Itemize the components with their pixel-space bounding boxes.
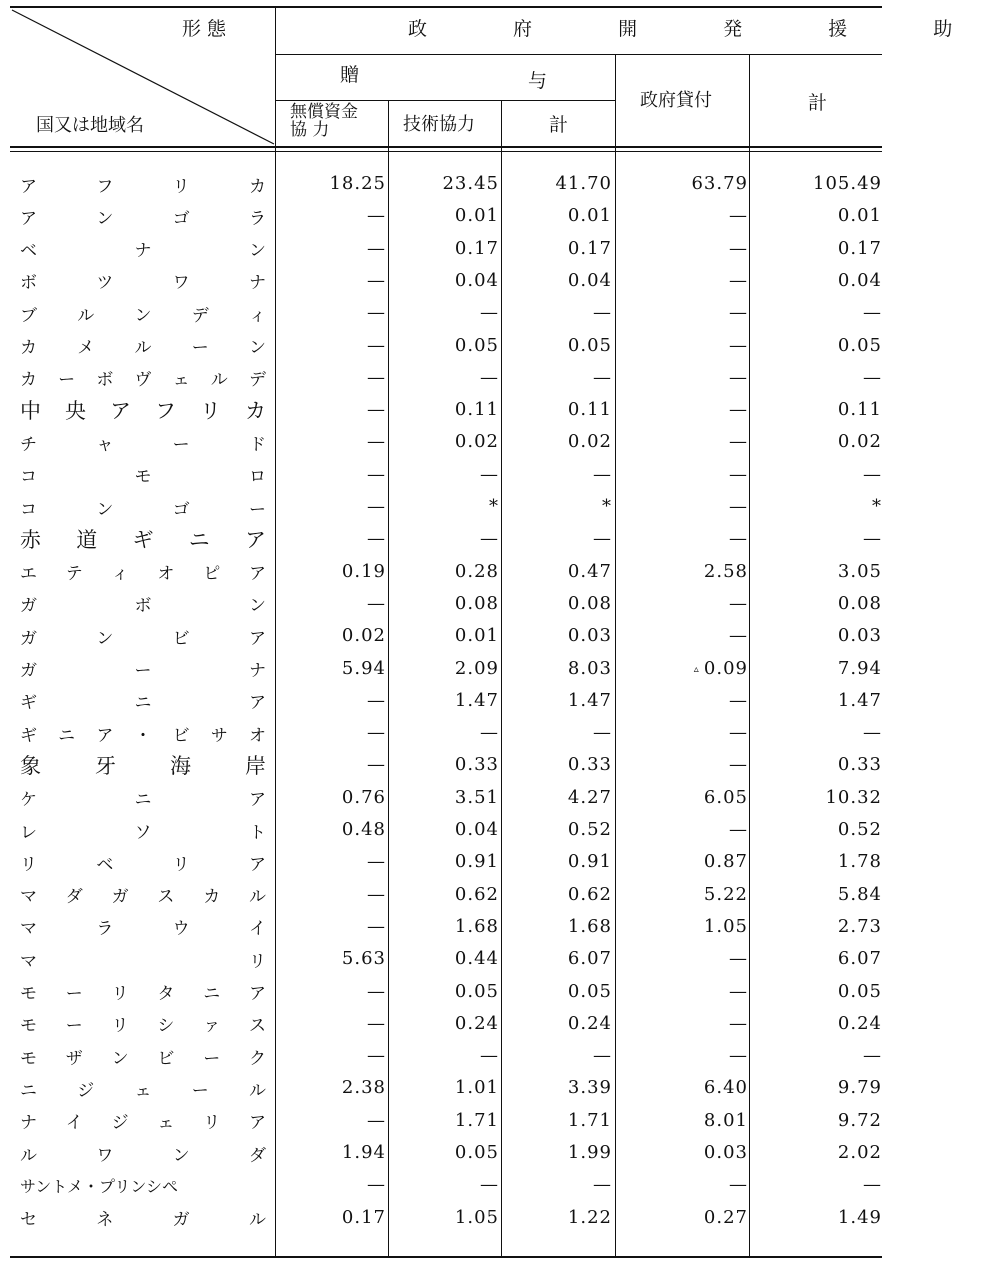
loan-cell: — — [729, 237, 748, 259]
grant-aid-cell: 2.38 — [341, 1077, 386, 1099]
country-name: ア ン ゴ ラ — [20, 208, 266, 229]
table-row — [0, 265, 890, 297]
loan-cell: 0.03 — [703, 1142, 748, 1163]
grant-aid-cell: — — [367, 722, 386, 744]
technical-cell: 1.01 — [454, 1077, 499, 1099]
grant-aid-cell: — — [367, 269, 386, 291]
subtotal-cell: 0.62 — [567, 883, 612, 905]
grant-aid-cell: — — [367, 528, 386, 550]
grant-aid-cell: — — [367, 366, 386, 388]
total-cell: 0.08 — [837, 592, 882, 614]
total-cell: 0.52 — [837, 819, 882, 840]
total-cell: 5.84 — [837, 883, 882, 905]
total-cell: 105.49 — [813, 173, 882, 194]
technical-cell: 0.04 — [454, 819, 499, 840]
grant-aid-header-line2: 協 力 — [290, 120, 330, 140]
grant-aid-cell: — — [367, 1109, 386, 1131]
country-name: ベ ナ ン — [20, 241, 266, 262]
total-cell: 0.03 — [837, 625, 882, 647]
technical-cooperation-header: 技術協力 — [403, 114, 475, 135]
total-cell: 2.73 — [837, 915, 882, 937]
grant-aid-cell: 5.63 — [341, 948, 386, 970]
loan-cell: — — [729, 1174, 748, 1196]
loan-cell: — — [729, 366, 748, 388]
subtotal-cell: 1.47 — [567, 689, 612, 711]
table-row — [0, 394, 890, 426]
country-name: ニ ジ ェ ー ル — [20, 1080, 266, 1101]
subtotal-cell: 8.03 — [567, 657, 612, 679]
grant-aid-cell: — — [367, 980, 386, 1002]
country-name: モ ー リ シ ァ ス — [20, 1016, 266, 1037]
total-cell: 1.47 — [837, 689, 882, 711]
technical-cell: 0.44 — [454, 948, 499, 970]
country-name: カ ー ボ ヴ ェ ル デ — [20, 370, 266, 391]
loan-cell: — — [729, 205, 748, 227]
table-row — [0, 556, 890, 588]
total-cell: 0.04 — [837, 269, 882, 291]
table-row — [0, 846, 890, 878]
subtotal-cell: 41.70 — [555, 173, 612, 194]
loan-cell: — — [729, 399, 748, 421]
total-cell: 0.11 — [837, 399, 882, 421]
total-cell: 0.05 — [837, 334, 882, 356]
loan-cell: — — [729, 625, 748, 647]
technical-cell: 3.51 — [454, 786, 499, 808]
table-row — [0, 685, 890, 717]
grant-aid-cell: — — [367, 334, 386, 356]
grant-aid-cell: — — [367, 754, 386, 776]
country-name: コ モ ロ — [20, 467, 266, 488]
subtotal-cell: 6.07 — [567, 948, 612, 970]
technical-cell: 0.11 — [454, 399, 499, 421]
table-row — [0, 1072, 890, 1104]
subtotal-cell: 1.71 — [567, 1109, 612, 1131]
subtotal-cell: 0.05 — [567, 334, 612, 356]
total-cell: 2.02 — [837, 1142, 882, 1163]
subtotal-cell: 1.22 — [567, 1206, 612, 1228]
subtotal-cell: — — [593, 463, 612, 485]
country-name: ガ ボ ン — [20, 596, 266, 617]
country-name: チ ャ ー ド — [20, 434, 266, 455]
oda-title: 政 府 開 発 援 助 — [408, 18, 992, 40]
total-cell: — — [863, 722, 882, 744]
subtotal-cell: 0.91 — [567, 851, 612, 873]
table-row — [0, 491, 890, 523]
technical-cell: 0.05 — [454, 1142, 499, 1163]
table-row — [0, 426, 890, 458]
table-row — [0, 362, 890, 394]
technical-cell: — — [480, 1174, 499, 1196]
country-name: マ ダ ガ ス カ ル — [20, 887, 266, 908]
loan-cell: ▵ 0.09 — [694, 657, 748, 681]
table-row — [0, 814, 890, 846]
subtotal-cell: — — [593, 528, 612, 550]
oda-title-underline — [276, 54, 882, 55]
country-name: ギ ニ ア ・ ビ サ オ — [20, 725, 266, 746]
total-cell: 0.02 — [837, 431, 882, 453]
country-name: モ ザ ン ビ ー ク — [20, 1048, 266, 1069]
grant-aid-cell: — — [367, 1012, 386, 1034]
total-cell: 9.72 — [837, 1109, 882, 1131]
loan-cell: — — [729, 948, 748, 970]
subtotal-cell: 0.24 — [567, 1012, 612, 1034]
grant-aid-cell: — — [367, 1045, 386, 1067]
table-row — [0, 879, 890, 911]
grant-aid-cell: 5.94 — [341, 657, 386, 679]
table-row — [0, 1040, 890, 1072]
loan-cell: — — [729, 722, 748, 744]
total-cell: 0.17 — [837, 237, 882, 259]
grant-aid-cell: — — [367, 883, 386, 905]
total-cell: — — [863, 1045, 882, 1067]
technical-cell: 0.01 — [454, 625, 499, 647]
table-row — [0, 297, 890, 329]
subtotal-cell: 0.02 — [567, 431, 612, 453]
table-row — [0, 620, 890, 652]
subtotal-cell: 0.52 — [567, 819, 612, 840]
loan-cell: — — [729, 980, 748, 1002]
loan-cell: 8.01 — [703, 1109, 748, 1131]
technical-cell: 0.91 — [454, 851, 499, 873]
total-cell: 7.94 — [837, 657, 882, 679]
loan-cell: — — [729, 689, 748, 711]
technical-cell: 0.17 — [454, 237, 499, 259]
grant-aid-cell: 1.94 — [341, 1142, 386, 1163]
table-row — [0, 717, 890, 749]
loan-cell: 2.58 — [703, 560, 748, 582]
loan-cell: — — [729, 528, 748, 550]
country-name: 中 央 ア フ リ カ — [20, 399, 266, 424]
country-name: ギ ニ ア — [20, 693, 266, 714]
table-row — [0, 330, 890, 362]
technical-cell: — — [480, 302, 499, 324]
grant-aid-cell: 0.76 — [341, 786, 386, 808]
technical-cell: 1.68 — [454, 915, 499, 937]
subtotal-cell: 4.27 — [567, 786, 612, 808]
country-name: セ ネ ガ ル — [20, 1210, 266, 1231]
grant-aid-cell: — — [367, 302, 386, 324]
table-row — [0, 1202, 890, 1234]
total-cell: — — [863, 366, 882, 388]
total-cell: 9.79 — [837, 1077, 882, 1099]
total-cell: 6.07 — [837, 948, 882, 970]
loan-cell: 5.22 — [703, 883, 748, 905]
subtotal-cell: — — [593, 1045, 612, 1067]
table-bottom-rule — [10, 1256, 882, 1258]
table-row — [0, 653, 890, 685]
country-name: エ テ ィ オ ピ ア — [20, 564, 266, 585]
country-name: ガ ン ビ ア — [20, 628, 266, 649]
technical-cell: 0.02 — [454, 431, 499, 453]
total-cell: 3.05 — [837, 560, 882, 582]
technical-cell: 0.33 — [454, 754, 499, 776]
grant-aid-cell: — — [367, 431, 386, 453]
technical-cell: 0.01 — [454, 205, 499, 227]
technical-cell: 1.47 — [454, 689, 499, 711]
subtotal-cell: — — [593, 722, 612, 744]
header-bottom-rule — [10, 146, 882, 148]
technical-cell: — — [480, 528, 499, 550]
grant-aid-header-line1: 無償資金 — [290, 102, 358, 122]
table-row — [0, 523, 890, 555]
loan-cell: — — [729, 1045, 748, 1067]
subtotal-cell: 0.11 — [567, 399, 612, 421]
subtotal-cell: * — [602, 496, 612, 517]
grant-aid-cell: — — [367, 689, 386, 711]
technical-cell: * — [489, 496, 499, 517]
subtotal-cell: 0.03 — [567, 625, 612, 647]
form-label: 形 態 — [182, 18, 227, 40]
total-cell: 0.33 — [837, 754, 882, 776]
country-name: モ ー リ タ ニ ア — [20, 984, 266, 1004]
technical-cell: 0.05 — [454, 980, 499, 1002]
grant-aid-cell: — — [367, 592, 386, 614]
total-cell: — — [863, 1174, 882, 1196]
country-name: ア フ リ カ — [20, 176, 266, 197]
table-row — [0, 1137, 890, 1169]
grant-aid-cell: — — [367, 1174, 386, 1196]
technical-cell: — — [480, 1045, 499, 1067]
subtotal-cell: — — [593, 302, 612, 324]
grant-aid-cell: — — [367, 851, 386, 873]
grant-aid-cell: 0.17 — [341, 1206, 386, 1228]
loan-cell: — — [729, 754, 748, 776]
technical-cell: 0.28 — [454, 560, 499, 582]
loan-cell: 0.27 — [703, 1206, 748, 1228]
loan-cell: 0.87 — [703, 851, 748, 873]
table-row — [0, 168, 890, 200]
technical-cell: 0.08 — [454, 592, 499, 614]
subtotal-cell: 0.08 — [567, 592, 612, 614]
loan-cell: — — [729, 496, 748, 517]
header-bottom-rule-2 — [10, 151, 882, 152]
grant-aid-cell: — — [367, 399, 386, 421]
country-name: ケ ニ ア — [20, 790, 266, 811]
loan-cell: — — [729, 302, 748, 324]
country-name: ブ ル ン デ ィ — [20, 305, 266, 326]
grant-aid-cell: — — [367, 496, 386, 517]
technical-cell: — — [480, 366, 499, 388]
table-row — [0, 1008, 890, 1040]
country-name: リ ベ リ ア — [20, 854, 266, 875]
loan-cell: — — [729, 819, 748, 840]
subtotal-cell: 1.99 — [567, 1142, 612, 1163]
subtotal-cell: 0.04 — [567, 269, 612, 291]
total-cell: — — [863, 463, 882, 485]
total-cell: 1.49 — [837, 1206, 882, 1228]
subtotal-cell: 3.39 — [567, 1077, 612, 1099]
grant-aid-cell: — — [367, 915, 386, 937]
subtotal-cell: 0.01 — [567, 205, 612, 227]
technical-cell: 0.24 — [454, 1012, 499, 1034]
loan-cell: — — [729, 431, 748, 453]
subtotal-cell: 0.33 — [567, 754, 612, 776]
loan-cell: — — [729, 334, 748, 356]
loan-cell: — — [729, 1012, 748, 1034]
country-name: ガ ー ナ — [20, 661, 266, 681]
subtotal-cell: — — [593, 1174, 612, 1196]
technical-cell: — — [480, 463, 499, 485]
total-cell: 10.32 — [825, 786, 882, 808]
technical-cell: 1.05 — [454, 1206, 499, 1228]
country-name: コ ン ゴ ー — [20, 499, 266, 520]
grant-aid-cell: 0.19 — [341, 560, 386, 582]
country-name: マ ラ ウ イ — [20, 919, 266, 940]
grant-aid-cell: 18.25 — [329, 173, 386, 194]
grant-label-right: 与 — [528, 70, 548, 92]
loan-cell: — — [729, 592, 748, 614]
region-label: 国又は地域名 — [36, 115, 144, 136]
table-row — [0, 1169, 890, 1201]
loan-cell: 1.05 — [703, 915, 748, 937]
total-cell: 1.78 — [837, 851, 882, 873]
grant-aid-cell: — — [367, 463, 386, 485]
table-row — [0, 782, 890, 814]
table-row — [0, 749, 890, 781]
subtotal-cell: — — [593, 366, 612, 388]
grant-label-left: 贈 — [340, 64, 360, 86]
subtotal-cell: 0.05 — [567, 980, 612, 1002]
country-name: カ メ ル ー ン — [20, 338, 266, 358]
loan-cell: 6.05 — [703, 786, 748, 808]
total-cell: 0.01 — [837, 205, 882, 227]
loan-cell: 63.79 — [691, 173, 748, 194]
table-row — [0, 1105, 890, 1137]
total-cell: 0.05 — [837, 980, 882, 1002]
country-name: サントメ・プリンシペ — [20, 1176, 179, 1196]
total-cell: * — [872, 496, 882, 517]
technical-cell: 0.05 — [454, 334, 499, 356]
country-name: マ リ — [20, 951, 266, 972]
loan-cell: 6.40 — [703, 1077, 748, 1099]
technical-cell: 0.04 — [454, 269, 499, 291]
subtotal-cell: 0.17 — [567, 237, 612, 259]
grant-aid-cell: 0.48 — [341, 819, 386, 840]
technical-cell: 23.45 — [442, 173, 499, 194]
technical-cell: 0.62 — [454, 883, 499, 905]
grant-aid-cell: — — [367, 205, 386, 227]
subtotal-cell: 1.68 — [567, 915, 612, 937]
loan-cell: — — [729, 463, 748, 485]
subtotal-cell: 0.47 — [567, 560, 612, 582]
table-row — [0, 911, 890, 943]
table-row — [0, 233, 890, 265]
country-name: 象 牙 海 岸 — [20, 754, 266, 779]
grant-aid-cell: 0.02 — [341, 625, 386, 647]
grant-subtotal-header: 計 — [549, 114, 569, 136]
total-cell: — — [863, 528, 882, 550]
grant-header-underline — [276, 100, 616, 101]
country-name: ナ イ ジ ェ リ ア — [20, 1113, 266, 1134]
total-cell: — — [863, 302, 882, 324]
table-row — [0, 943, 890, 975]
total-cell: 0.24 — [837, 1012, 882, 1034]
country-name: ボ ツ ワ ナ — [20, 273, 266, 294]
country-name: ル ワ ン ダ — [20, 1145, 266, 1166]
technical-cell: 1.71 — [454, 1109, 499, 1131]
country-name: レ ソ ト — [20, 822, 266, 843]
table-row — [0, 976, 890, 1008]
table-row — [0, 459, 890, 491]
table-row — [0, 588, 890, 620]
technical-cell: — — [480, 722, 499, 744]
government-loans-header: 政府貸付 — [640, 90, 712, 111]
total-header: 計 — [808, 92, 828, 114]
technical-cell: 2.09 — [454, 657, 499, 679]
grant-aid-cell: — — [367, 237, 386, 259]
table-row — [0, 200, 890, 232]
loan-cell: — — [729, 269, 748, 291]
country-name: 赤 道 ギ ニ ア — [20, 528, 266, 553]
